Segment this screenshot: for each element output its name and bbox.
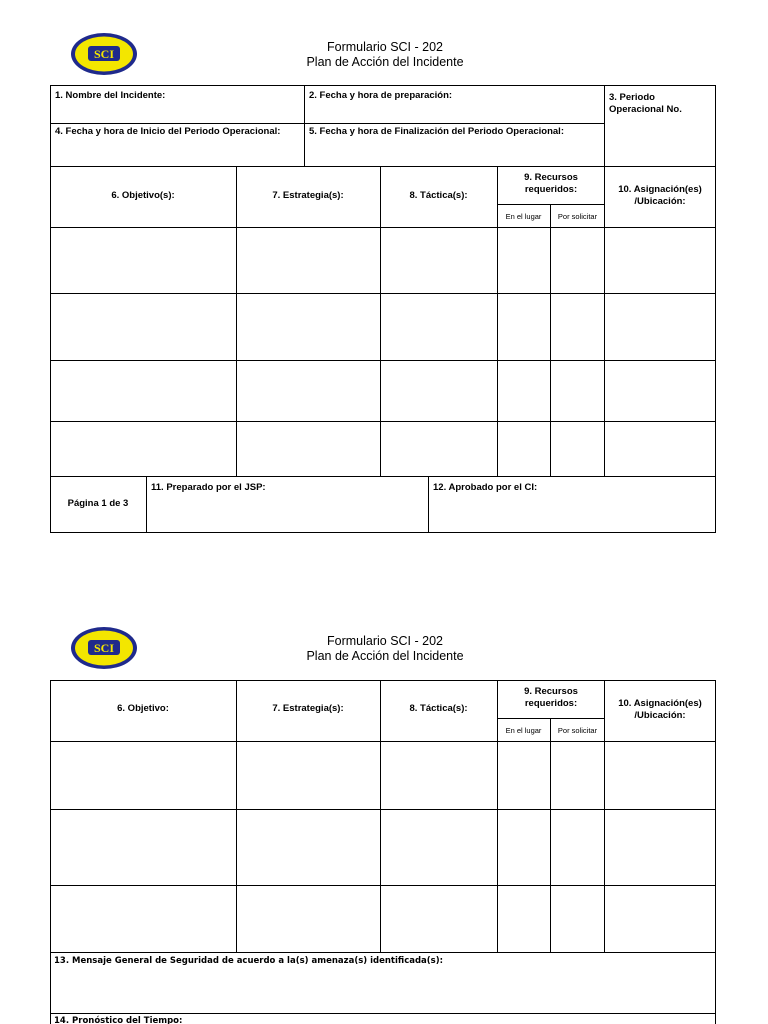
field-end-datetime[interactable]: 5. Fecha y hora de Finalización del Periodo Operacional:	[309, 126, 564, 137]
sci-logo	[70, 32, 138, 76]
logo-text: SCI	[93, 47, 115, 61]
col-en-el-lugar: En el lugar	[505, 726, 542, 735]
form-subtitle: Plan de Acción del Incidente	[306, 649, 464, 663]
col-en-el-lugar: En el lugar	[505, 212, 542, 221]
col-asignacion: 10. Asignación(es) /Ubicación:	[618, 698, 702, 721]
form-title: Formulario SCI - 202	[326, 40, 443, 54]
col-por-solicitar: Por solicitar	[557, 212, 598, 221]
form-title-block	[250, 40, 520, 70]
logo-text: SCI	[93, 641, 115, 655]
col-asignacion: 10. Asignación(es) /Ubicación:	[618, 184, 702, 207]
col-objetivo: 6. Objetivo:	[117, 703, 169, 714]
form-title: Formulario SCI - 202	[326, 634, 443, 648]
field-operational-period[interactable]: 3. Periodo Operacional No.	[609, 92, 682, 115]
plan-table	[50, 166, 716, 477]
footer-table	[50, 476, 716, 533]
col-tacticas: 8. Táctica(s):	[409, 190, 468, 201]
field-start-datetime[interactable]: 4. Fecha y hora de Inicio del Periodo Operacional:	[55, 126, 281, 137]
sci-logo	[70, 626, 138, 670]
field-prepared-by[interactable]: 11. Preparado por el JSP:	[151, 482, 266, 493]
col-estrategias: 7. Estrategia(s):	[272, 703, 344, 714]
col-estrategias: 7. Estrategia(s):	[272, 190, 344, 201]
field-incident-name[interactable]: 1. Nombre del Incidente:	[55, 90, 166, 101]
form-subtitle: Plan de Acción del Incidente	[306, 55, 464, 69]
field-safety-message[interactable]: 13. Mensaje General de Seguridad de acuerdo a la(s) amenaza(s) identificada(s):	[54, 956, 444, 966]
field-approved-by[interactable]: 12. Aprobado por el CI:	[433, 482, 538, 493]
col-objetivos: 6. Objetivo(s):	[111, 190, 175, 201]
col-tacticas: 8. Táctica(s):	[409, 703, 468, 714]
plan-table-2	[50, 680, 716, 1024]
field-weather-forecast[interactable]: 14. Pronóstico del Tiempo:	[54, 1016, 183, 1024]
col-por-solicitar: Por solicitar	[557, 726, 598, 735]
col-recursos: 9. Recursos requeridos:	[524, 172, 578, 195]
page-number: Página 1 de 3	[67, 498, 129, 509]
field-prep-datetime[interactable]: 2. Fecha y hora de preparación:	[309, 90, 453, 101]
form-title-block	[250, 634, 520, 664]
col-recursos: 9. Recursos requeridos:	[524, 686, 578, 709]
